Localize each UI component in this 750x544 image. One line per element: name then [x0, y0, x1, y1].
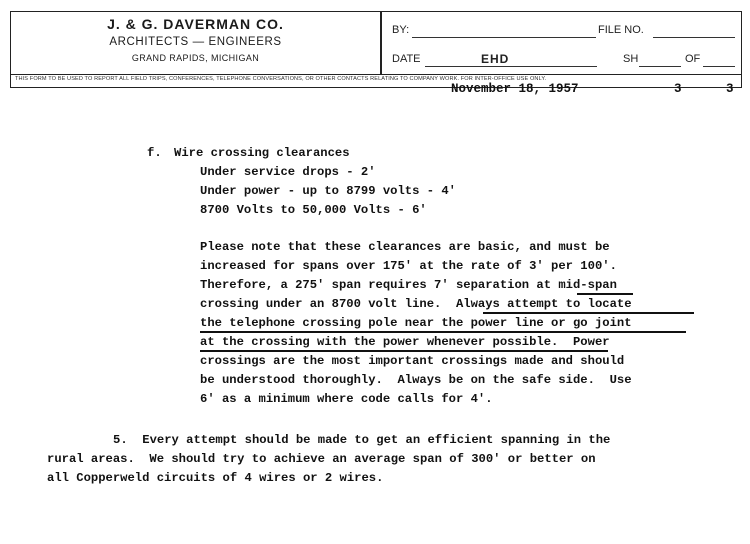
- clearance-line: Under service drops - 2': [200, 165, 376, 179]
- file-no-field-line: [653, 37, 735, 38]
- note-line: 6' as a minimum where code calls for 4'.: [200, 392, 493, 406]
- typed-date: November 18, 1957: [451, 82, 579, 96]
- note-line: at the crossing with the power whenever possible. Power: [200, 335, 610, 349]
- company-block: [11, 15, 380, 66]
- date-field-line: [425, 66, 597, 67]
- note-line: crossings are the most important crossings made and should: [200, 354, 625, 368]
- company-name: J. & G. DAVERMAN CO.: [107, 16, 284, 32]
- date-initials: EHD: [481, 52, 510, 66]
- note-line: Please note that these clearances are basic, and must be: [200, 240, 610, 254]
- note-line: be understood thoroughly. Always be on the safe side. Use: [200, 373, 632, 387]
- form-instructions: THIS FORM TO BE USED TO REPORT ALL FIELD TRIPS, CONFERENCES, TELEPHONE CONVERSATIONS, OR OTHER CONTACTS RELATING TO COMPANY WORK. FOR INTER-OFFICE USE ONLY.: [15, 76, 547, 82]
- item-5-line: all Copperweld circuits of 4 wires or 2 wires.: [47, 471, 384, 485]
- note-line: crossing under an 8700 volt line. Always attempt to locate: [200, 297, 632, 311]
- underline-always-attempt: [483, 312, 694, 314]
- of-label: OF: [685, 53, 701, 65]
- company-subtitle: ARCHITECTS — ENGINEERS: [109, 36, 282, 48]
- form-header: [10, 11, 742, 88]
- sheet-field-line: [639, 66, 681, 67]
- clearance-line: Under power - up to 8799 volts - 4': [200, 184, 456, 198]
- item-5-line: rural areas. We should try to achieve an average span of 300' or better on: [47, 452, 596, 466]
- note-line: Therefore, a 275' span requires 7' separation at mid-span: [200, 278, 617, 292]
- clearance-line: 8700 Volts to 50,000 Volts - 6': [200, 203, 427, 217]
- typed-sheet-total: 3: [726, 82, 734, 96]
- item-f-title: Wire crossing clearances: [174, 146, 350, 160]
- note-line: increased for spans over 175' at the rate of 3' per 100'.: [200, 259, 617, 273]
- sheet-label: SH: [623, 53, 639, 65]
- header-divider-vertical: [380, 12, 382, 74]
- item-f-marker: f.: [147, 146, 162, 160]
- underline-whenever-possible: [200, 350, 608, 352]
- underline-mid-span: [577, 293, 633, 295]
- item-5-line: 5. Every attempt should be made to get an efficient spanning in the: [113, 433, 611, 447]
- note-line: the telephone crossing pole near the power line or go joint: [200, 316, 632, 330]
- underline-telephone-pole: [200, 331, 686, 333]
- company-city: GRAND RAPIDS, MICHIGAN: [131, 53, 260, 63]
- typed-sheet-number: 3: [674, 82, 682, 96]
- file-no-label: FILE NO.: [598, 24, 644, 36]
- of-field-line: [703, 66, 735, 67]
- header-divider-horizontal: [11, 74, 741, 75]
- date-label: DATE: [392, 53, 421, 65]
- by-field-line: [412, 37, 596, 38]
- by-label: BY:: [392, 24, 410, 36]
